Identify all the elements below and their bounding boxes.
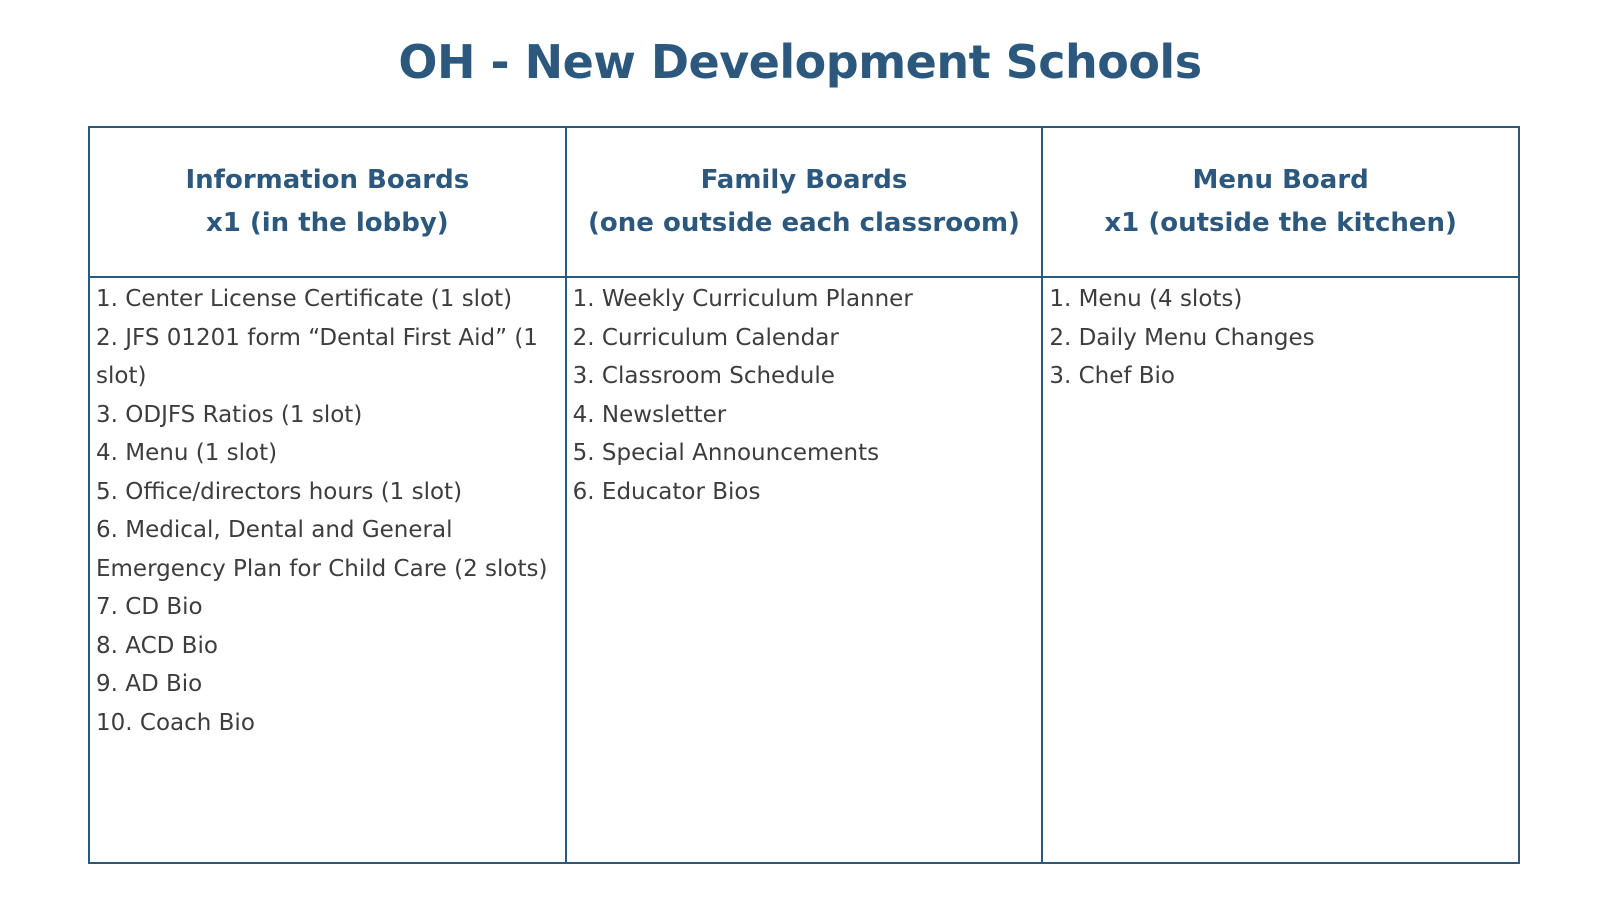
column-header-title: Family Boards xyxy=(700,165,908,195)
list-item: 3. ODJFS Ratios (1 slot) xyxy=(96,401,363,428)
list-item: 2. JFS 01201 form “Dental First Aid” (1 slot) xyxy=(96,324,538,389)
list-item: 3. Chef Bio xyxy=(1049,363,1176,389)
list-item: 1. Menu (4 slots) xyxy=(1049,286,1243,312)
list-item: 5. Special Announcements xyxy=(572,440,880,466)
column-header-menu-board xyxy=(1042,127,1519,277)
family-boards-list xyxy=(566,277,1043,863)
list-item: 6. Medical, Dental and General Emergency Plan for Child Care (2 slots) xyxy=(96,517,548,582)
list-item: 3. Classroom Schedule xyxy=(572,363,835,389)
column-header-title: Menu Board xyxy=(1192,165,1369,195)
list-item: 5. Office/directors hours (1 slot) xyxy=(96,478,463,505)
column-header-subtitle: x1 (outside the kitchen) xyxy=(1104,208,1457,238)
list-item: 1. Center License Certificate (1 slot) xyxy=(96,286,513,312)
column-header-title: Information Boards xyxy=(185,165,470,195)
page-title: OH - New Development Schools xyxy=(398,35,1202,89)
list-item: 6. Educator Bios xyxy=(572,478,761,505)
boards-table xyxy=(88,126,1520,864)
column-header-subtitle: x1 (in the lobby) xyxy=(205,208,449,238)
column-header-family-boards xyxy=(566,127,1043,277)
table-header-row xyxy=(89,127,1519,277)
list-item: 9. AD Bio xyxy=(96,671,203,697)
information-boards-list xyxy=(89,277,566,863)
list-item: 4. Newsletter xyxy=(572,401,727,428)
menu-board-list xyxy=(1042,277,1519,863)
list-item: 1. Weekly Curriculum Planner xyxy=(572,286,913,312)
list-item: 2. Curriculum Calendar xyxy=(572,324,839,351)
list-item: 8. ACD Bio xyxy=(96,632,218,659)
table-body-row xyxy=(89,277,1519,863)
column-header-subtitle: (one outside each classroom) xyxy=(588,208,1020,238)
list-item: 4. Menu (1 slot) xyxy=(96,440,278,466)
list-item: 2. Daily Menu Changes xyxy=(1049,324,1315,351)
list-item: 10. Coach Bio xyxy=(96,709,255,736)
list-item: 7. CD Bio xyxy=(96,594,203,620)
column-header-information-boards xyxy=(89,127,566,277)
